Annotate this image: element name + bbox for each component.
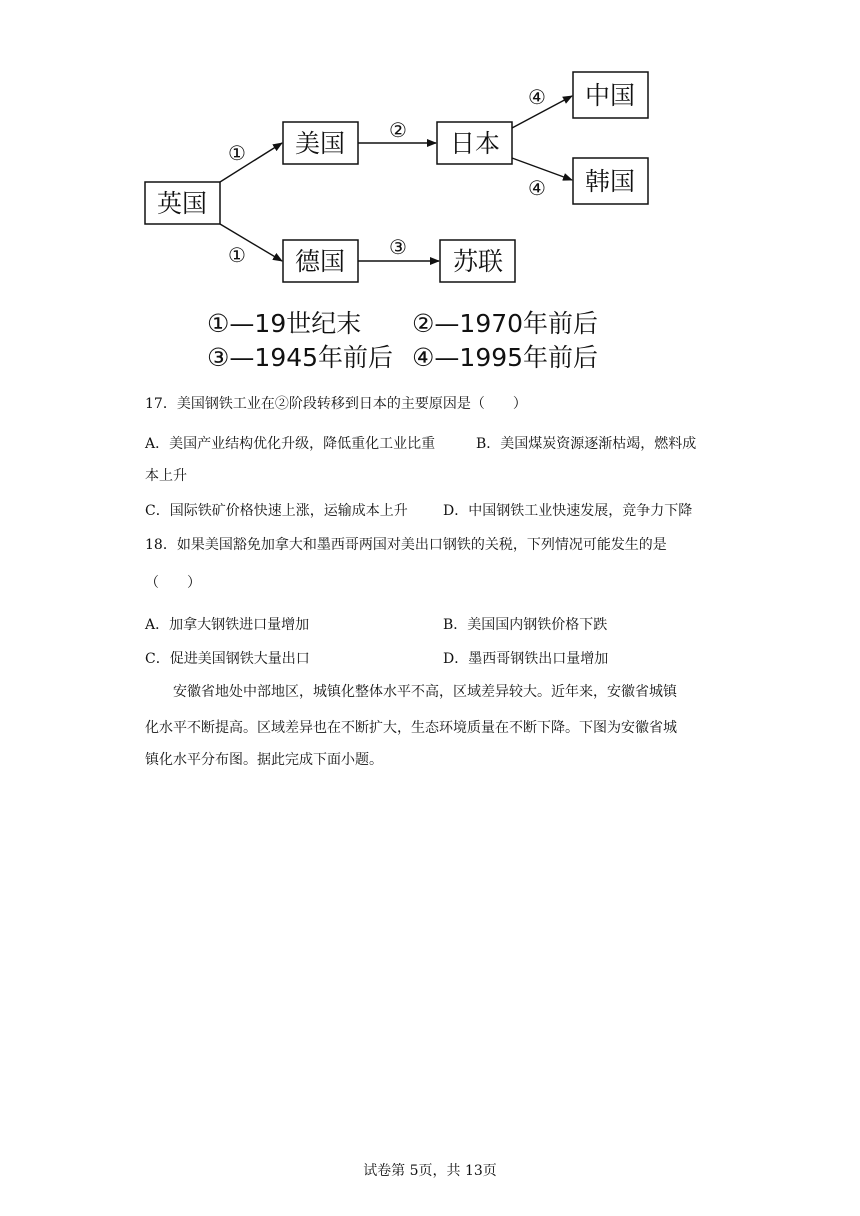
marker-de-su: ③	[389, 235, 407, 259]
passage-line-1: 安徽省地处中部地区，城镇化整体水平不高，区域差异较大。近年来，安徽省城镇	[173, 684, 677, 700]
marker-uk-de: ①	[228, 243, 246, 267]
marker-jp-cn: ④	[528, 85, 546, 109]
node-cn: 中国	[584, 81, 636, 110]
marker-jp-kr: ④	[528, 176, 546, 200]
passage-line-2: 化水平不断提高。区域差异也在不断扩大，生态环境质量在不断下降。下图为安徽省城	[145, 720, 677, 736]
q18-option-a: A．加拿大钢铁进口量增加	[145, 617, 310, 633]
legend-item-3: ③—1945年前后	[207, 343, 394, 372]
q18-answer-blank: （ ）	[145, 575, 201, 591]
node-jp: 日本	[449, 129, 501, 158]
q18-option-c: C．促进美国钢铁大量出口	[145, 651, 310, 667]
node-de: 德国	[294, 247, 346, 276]
marker-us-jp: ②	[389, 118, 407, 142]
steel-transfer-diagram	[0, 0, 860, 390]
q18-option-d: D．墨西哥钢铁出口量增加	[443, 651, 609, 667]
q18-stem: 18．如果美国豁免加拿大和墨西哥两国对美出口钢铁的关税，下列情况可能发生的是	[145, 537, 667, 553]
diagram-svg	[0, 0, 860, 390]
node-uk: 英国	[156, 189, 208, 218]
legend-item-1: ①—19世纪末	[207, 309, 362, 338]
q18-option-b: B．美国国内钢铁价格下跌	[443, 617, 608, 633]
node-su: 苏联	[452, 247, 504, 276]
page-footer: 试卷第 5页，共 13页	[363, 1163, 497, 1179]
q17-option-a: A．美国产业结构优化升级，降低重化工业比重	[145, 436, 436, 452]
q17-stem: 17．美国钢铁工业在②阶段转移到日本的主要原因是（ ）	[145, 396, 527, 412]
q17-option-d: D．中国钢铁工业快速发展，竞争力下降	[443, 503, 693, 519]
node-us: 美国	[294, 129, 346, 158]
legend-item-4: ④—1995年前后	[412, 343, 599, 372]
q17-option-b-continued: 本上升	[145, 468, 187, 484]
node-kr: 韩国	[584, 167, 636, 196]
marker-uk-us: ①	[228, 141, 246, 165]
q17-option-b: B．美国煤炭资源逐渐枯竭，燃料成	[476, 436, 697, 452]
legend-item-2: ②—1970年前后	[412, 309, 599, 338]
q17-option-c: C．国际铁矿价格快速上涨，运输成本上升	[145, 503, 408, 519]
passage-line-3: 镇化水平分布图。据此完成下面小题。	[145, 752, 383, 768]
